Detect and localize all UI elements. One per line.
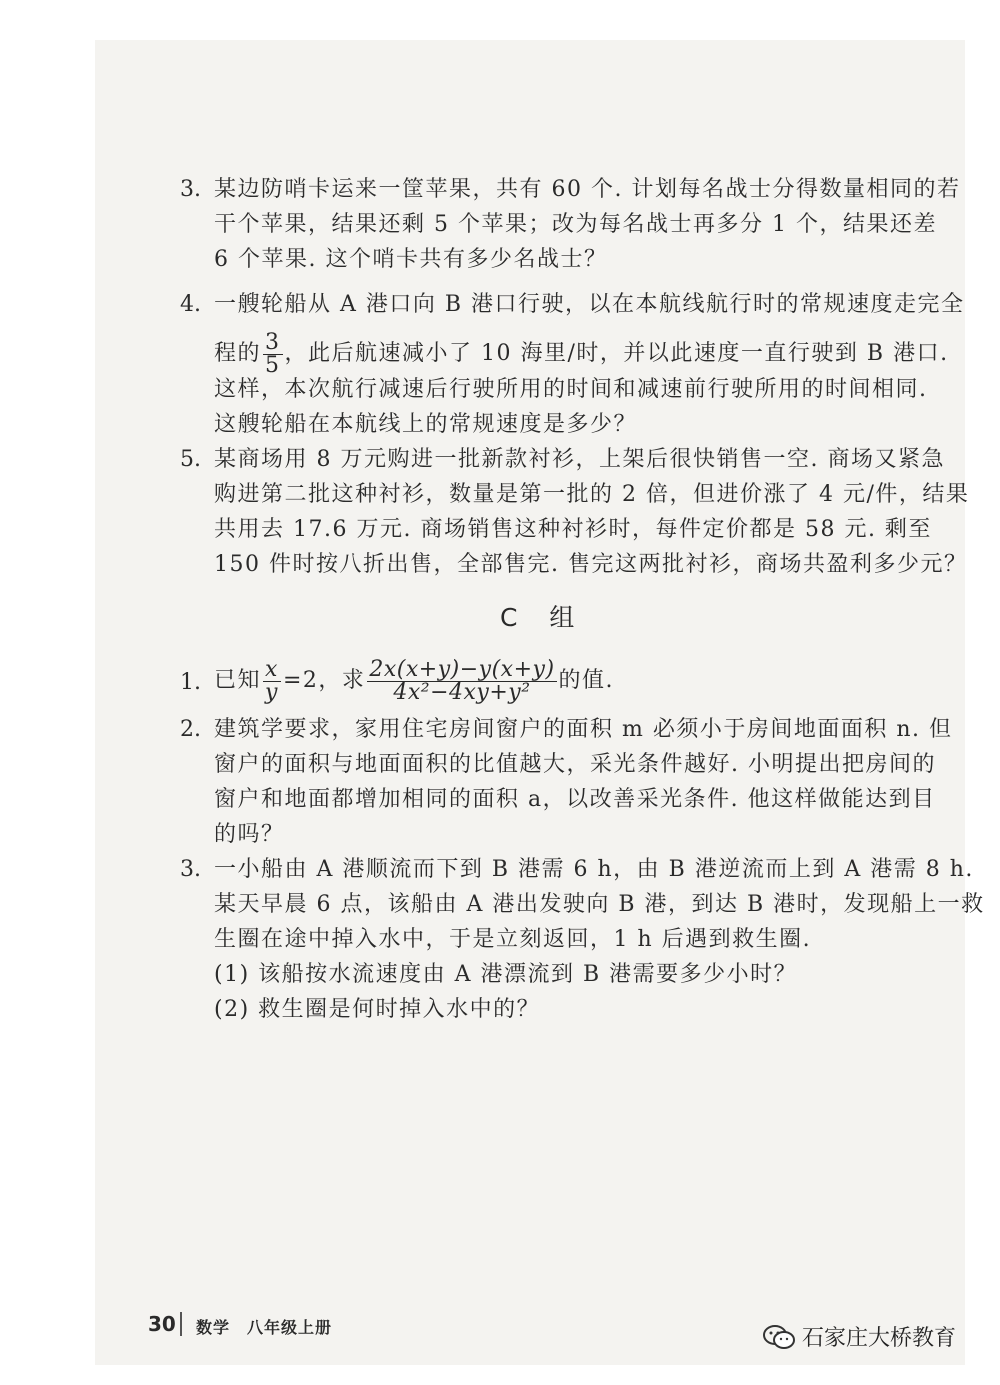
fraction xyxy=(263,329,283,378)
problem-number: 2. xyxy=(180,717,201,742)
problem-text-line: 建筑学要求，家用住宅房间窗户的面积 m 必须小于房间地面面积 n. 但 xyxy=(214,717,953,742)
footer-divider xyxy=(180,1312,182,1336)
watermark-text: 石家庄大桥教育 xyxy=(802,1326,957,1351)
text-segment: 程的 xyxy=(214,341,262,366)
sub-question: (2) 救生圈是何时掉入水中的？ xyxy=(214,997,541,1022)
sub-question: (1) 该船按水流速度由 A 港漂流到 B 港需要多少小时？ xyxy=(214,962,798,987)
problem-number: 1. xyxy=(180,670,201,695)
problem-text-line: 窗户的面积与地面面积的比值越大，采光条件越好. 小明提出把房间的 xyxy=(214,752,936,777)
book-title: 数学 八年级上册 xyxy=(196,1318,333,1337)
text-segment: ，此后航速减小了 10 海里/时，并以此速度一直行驶到 B 港口. xyxy=(284,341,949,366)
problem-text-line: 一小船由 A 港顺流而下到 B 港需 6 h，由 B 港逆流而上到 A 港需 8 h. xyxy=(214,857,974,882)
problem-text-line: 干个苹果，结果还剩 5 个苹果；改为每名战士再多分 1 个，结果还差 xyxy=(214,212,937,237)
fraction-numerator: x xyxy=(263,659,281,682)
problem-text-line: 6 个苹果. 这个哨卡共有多少名战士？ xyxy=(214,247,608,272)
problem-text-line: 窗户和地面都增加相同的面积 a，以改善采光条件. 他这样做能达到目 xyxy=(214,787,936,812)
text-segment: 的值. xyxy=(558,668,615,693)
fraction-numerator: 2x(x+y)−y(x+y) xyxy=(369,656,555,682)
fraction-numerator: 3 xyxy=(265,329,281,355)
problem-text-line: 购进第二批这种衬衫，数量是第一批的 2 倍，但进价涨了 4 元/件，结果 xyxy=(214,482,970,507)
fraction-denominator: y xyxy=(265,679,279,705)
problem-text-line: 某天早晨 6 点，该船由 A 港出发驶向 B 港，到达 B 港时，发现船上一救 xyxy=(214,892,985,917)
problem-number: 3. xyxy=(180,857,201,882)
problem-text-line: 共用去 17.6 万元. 商场销售这种衬衫时，每件定价都是 58 元. 剩至 xyxy=(214,517,932,542)
fraction-denominator: 5 xyxy=(265,352,281,378)
problem-text-line: 某边防哨卡运来一筐苹果，共有 60 个. 计划每名战士分得数量相同的若 xyxy=(214,177,961,202)
problem-text-line: 某商场用 8 万元购进一批新款衬衫，上架后很快销售一空. 商场又紧急 xyxy=(214,447,945,472)
problem-text-line: 一艘轮船从 A 港口向 B 港口行驶，以在本航线航行时的常规速度走完全 xyxy=(214,292,965,317)
fraction xyxy=(367,656,556,705)
problem-text-line: 生圈在途中掉入水中，于是立刻返回，1 h 后遇到救生圈. xyxy=(214,927,812,952)
page-number: 30 xyxy=(148,1312,176,1336)
problem-number: 3. xyxy=(180,177,201,202)
problem-text-line xyxy=(214,330,949,378)
problem-text-line: 这样，本次航行减速后行驶所用的时间和减速前行驶所用的时间相同. xyxy=(214,377,928,402)
problem-text-line: 的吗？ xyxy=(214,822,285,847)
problem-text-line: 这艘轮船在本航线上的常规速度是多少？ xyxy=(214,412,638,437)
problem-number: 5. xyxy=(180,447,201,472)
fraction xyxy=(263,656,281,705)
watermark xyxy=(762,1321,956,1352)
fraction-denominator: 4x²−4xy+y² xyxy=(393,679,531,705)
problem-text-line xyxy=(214,653,614,709)
problem-number: 4. xyxy=(180,292,201,317)
problem-text-line: 150 件时按八折出售，全部售完. 售完这两批衬衫，商场共盈利多少元？ xyxy=(214,552,968,577)
section-heading: C 组 xyxy=(500,603,587,632)
wechat-icon xyxy=(762,1324,796,1350)
text-segment: 已知 xyxy=(214,668,262,693)
text-segment: =2，求 xyxy=(282,668,366,693)
